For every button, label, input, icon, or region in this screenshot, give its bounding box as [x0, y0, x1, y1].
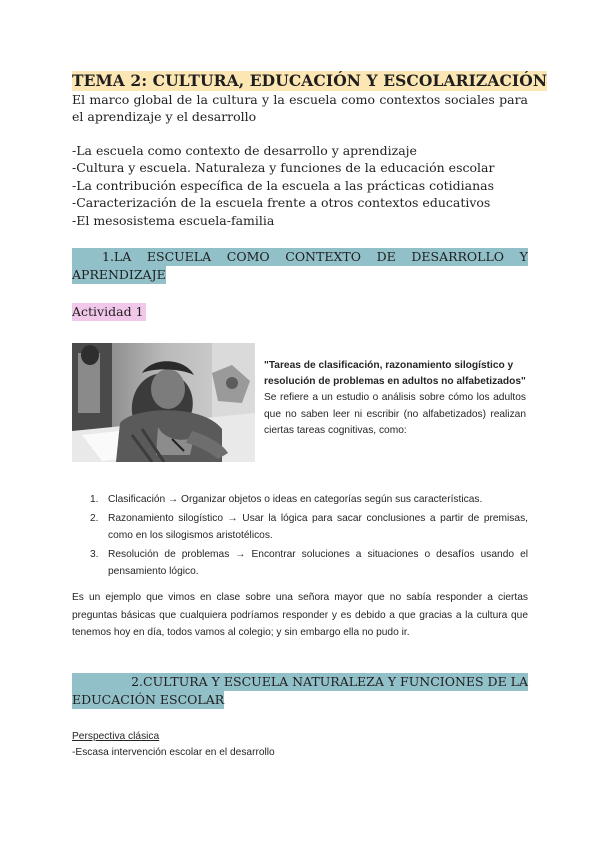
perspective-title: Perspectiva clásica [72, 731, 160, 742]
index-item: -La escuela como contexto de desarrollo y aprendizaje [72, 143, 417, 158]
section-2-heading-line1: 2.CULTURA Y ESCUELA NATURALEZA Y FUNCIONES DE LA [72, 673, 528, 691]
study-quote [264, 358, 526, 439]
page-title: TEMA 2: CULTURA, EDUCACIÓN Y ESCOLARIZACIÓN [72, 71, 548, 90]
perspective-item: -Escasa intervención escolar en el desarrollo [72, 747, 275, 758]
list-item: 3. Resolución de problemas → Encontrar soluciones a situaciones o desafíos usando el pensamiento lógico. [90, 549, 528, 577]
task-list [90, 491, 528, 582]
classroom-photo [72, 343, 255, 462]
section-1-heading [72, 248, 528, 284]
topic-index [72, 142, 532, 229]
index-item: -Caracterización de la escuela frente a otros contextos educativos [72, 195, 491, 211]
list-item: 1. Clasificación → Organizar objetos o ideas en categorías según sus características. [90, 494, 483, 505]
section-1-heading-line1: 1.LA ESCUELA COMO CONTEXTO DE DESARROLLO Y [72, 248, 528, 266]
index-item: -La contribución específica de la escuela a las prácticas cotidianas [72, 177, 495, 193]
section-2-heading-line2: EDUCACIÓN ESCOLAR [72, 692, 225, 707]
section-1-heading-line2: APRENDIZAJE [72, 267, 166, 282]
study-quote-body: Se refiere a un estudio o análisis sobre cómo los adultos que no saben leer ni escribir (no alfabetizados) realizan ciertas tareas cognitivas, como: [264, 392, 526, 436]
index-item: -Cultura y escuela. Naturaleza y funciones de la educación escolar [72, 160, 495, 176]
example-paragraph: Es un ejemplo que vimos en clase sobre una señora mayor que no sabía responder a ciertas preguntas básicas que cualquiera podríamos responder y es debido a que gracias a la cultura que tenemos hoy en día, todos vamos al colegio; y sin embargo ella no pudo ir. [72, 592, 528, 639]
page-subtitle: El marco global de la cultura y la escuela como contextos sociales para el aprendizaje y el desarrollo [72, 92, 528, 124]
study-quote-title: "Tareas de clasificación, razonamiento silogístico y resolución de problemas en adultos no alfabetizados" [264, 360, 526, 388]
index-item: -El mesosistema escuela-familia [72, 212, 275, 228]
activity-label: Actividad 1 [72, 304, 144, 319]
list-item: 2. Razonamiento silogístico → Usar la lógica para sacar conclusiones a partir de premisas, como en los silogismos aristotélicos. [90, 513, 528, 541]
section-2-heading [72, 673, 528, 709]
